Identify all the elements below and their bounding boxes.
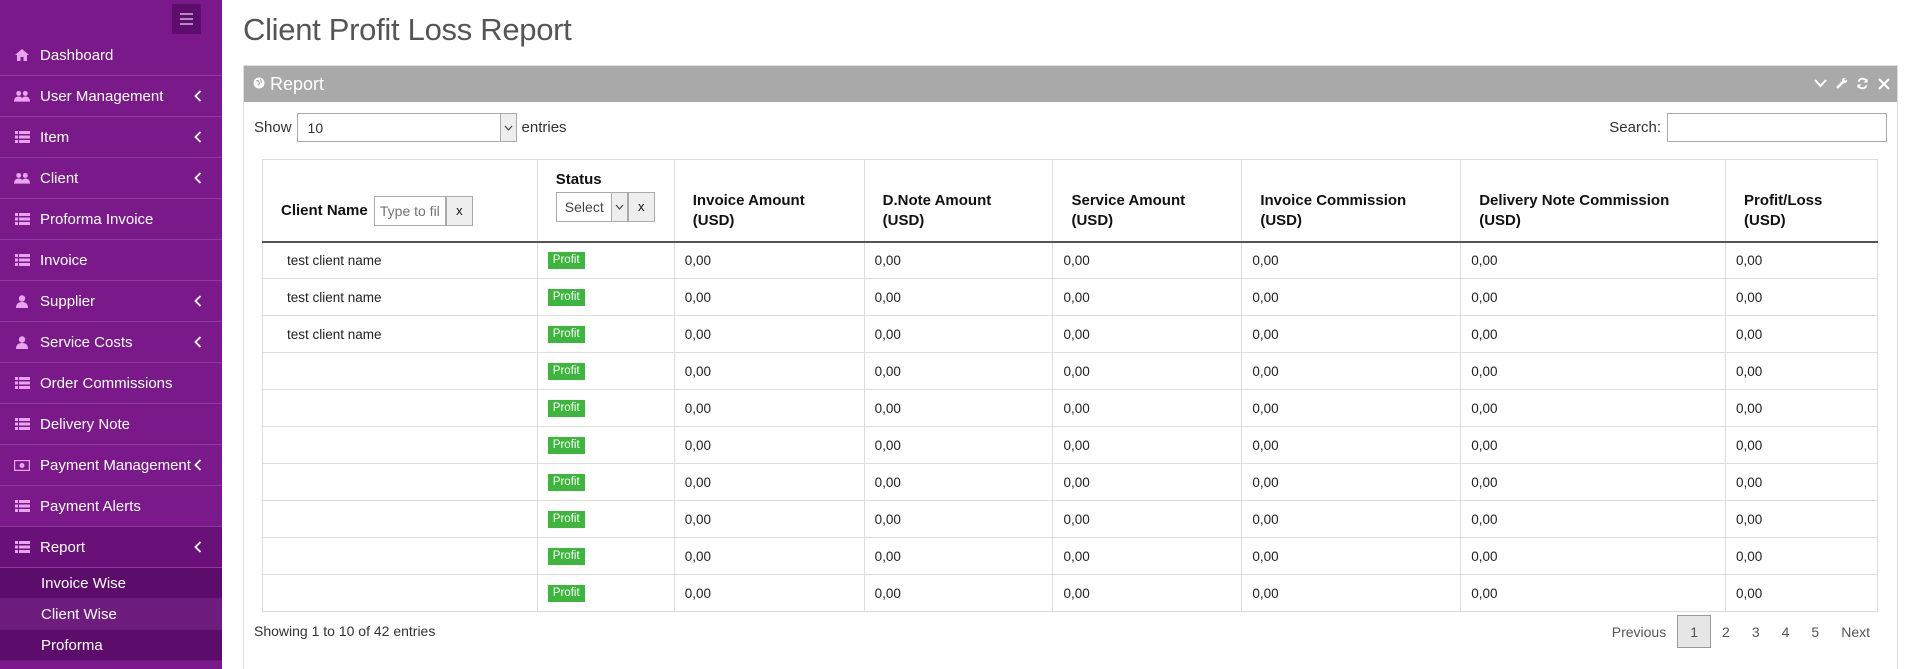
status-cell (537, 575, 674, 612)
status-cell (537, 242, 674, 279)
sidebar-item-label: User Management (40, 87, 164, 105)
chevron-left-icon (194, 130, 202, 144)
invoice-commission-cell: 0,00 (1242, 316, 1461, 353)
profit-loss-header[interactable]: Profit/Loss (USD) (1726, 160, 1878, 242)
invoice-amount-cell: 0,00 (674, 427, 864, 464)
invoice-commission-cell: 0,00 (1242, 279, 1461, 316)
sidebar-item-payment-alerts[interactable] (0, 486, 222, 527)
search-box (1609, 113, 1887, 142)
user-icon (14, 335, 30, 349)
globe-icon (253, 76, 265, 93)
dnote-amount-cell: 0,00 (864, 279, 1053, 316)
profit-loss-cell: 0,00 (1726, 427, 1878, 464)
sidebar-item-service-costs[interactable] (0, 322, 222, 363)
collapse-icon[interactable] (1813, 76, 1828, 91)
delivery-note-commission-cell: 0,00 (1461, 353, 1726, 390)
invoice-amount-cell: 0,00 (674, 390, 864, 427)
chevron-left-icon (194, 294, 202, 308)
dnote-amount-cell: 0,00 (864, 538, 1053, 575)
profit-loss-cell: 0,00 (1726, 390, 1878, 427)
client-name-header (263, 160, 538, 242)
sidebar (0, 0, 222, 669)
client-name-filter (374, 196, 473, 226)
client-name-cell (263, 464, 538, 501)
invoice-amount-cell: 0,00 (674, 464, 864, 501)
status-filter-value: Select (564, 199, 604, 215)
table-header-row (263, 160, 1878, 242)
chevron-down-icon (500, 114, 516, 141)
delivery-note-commission-cell: 0,00 (1461, 501, 1726, 538)
profit-badge: Profit (548, 585, 585, 602)
list-icon (14, 540, 30, 554)
panel-title: Report (270, 73, 325, 94)
invoice-amount-cell: 0,00 (674, 316, 864, 353)
profit-loss-cell: 0,00 (1726, 538, 1878, 575)
dnote-amount-cell: 0,00 (864, 316, 1053, 353)
profit-loss-cell: 0,00 (1726, 464, 1878, 501)
table-row (263, 353, 1878, 390)
delivery-note-commission-cell: 0,00 (1461, 316, 1726, 353)
dnote-amount-cell: 0,00 (864, 575, 1053, 612)
panel-tools (1813, 76, 1891, 91)
chevron-left-icon (194, 335, 202, 349)
table-row (263, 575, 1878, 612)
sidebar-subitem-invoice-wise[interactable]: Invoice Wise (0, 568, 222, 599)
invoice-commission-cell: 0,00 (1242, 501, 1461, 538)
dnote-amount-cell: 0,00 (864, 242, 1053, 279)
chevron-left-icon (194, 171, 202, 185)
delivery-note-commission-cell: 0,00 (1461, 390, 1726, 427)
profit-badge: Profit (548, 326, 585, 343)
status-filter (556, 192, 655, 222)
table-row (263, 464, 1878, 501)
table-row (263, 242, 1878, 279)
dnote-amount-header[interactable]: D.Note Amount (USD) (864, 160, 1053, 242)
table-body (263, 242, 1878, 612)
page-title: Client Profit Loss Report (243, 12, 572, 47)
service-amount-cell: 0,00 (1053, 353, 1242, 390)
report-submenu (0, 568, 222, 661)
sidebar-item-payment-management[interactable] (0, 445, 222, 486)
invoice-amount-cell: 0,00 (674, 501, 864, 538)
invoice-amount-cell: 0,00 (674, 575, 864, 612)
profit-badge: Profit (548, 400, 585, 417)
chevron-left-icon (194, 458, 202, 472)
delivery-note-commission-cell: 0,00 (1461, 575, 1726, 612)
service-amount-cell: 0,00 (1053, 538, 1242, 575)
client-name-cell (263, 353, 538, 390)
sidebar-item-label: Item (40, 128, 70, 146)
sidebar-item-label: Report (40, 538, 86, 556)
search-label: Search: (1609, 119, 1661, 136)
service-amount-cell: 0,00 (1053, 501, 1242, 538)
profit-badge: Profit (548, 289, 585, 306)
invoice-commission-cell: 0,00 (1242, 427, 1461, 464)
sidebar-nav (0, 35, 222, 661)
length-menu (254, 113, 567, 142)
invoice-commission-cell: 0,00 (1242, 390, 1461, 427)
client-name-cell: test client name (263, 316, 538, 353)
client-name-cell: test client name (263, 279, 538, 316)
client-name-header-label: Client Name (281, 202, 368, 220)
list-icon (14, 376, 30, 390)
service-amount-cell: 0,00 (1053, 242, 1242, 279)
pagination-previous-button[interactable]: Previous (1611, 623, 1667, 640)
table-row (263, 427, 1878, 464)
sidebar-item-label: Order Commissions (40, 374, 173, 392)
delivery-note-commission-header[interactable]: Delivery Note Commission (USD) (1461, 160, 1726, 242)
status-cell (537, 316, 674, 353)
profit-loss-cell: 0,00 (1726, 575, 1878, 612)
invoice-commission-cell: 0,00 (1242, 353, 1461, 390)
delivery-note-commission-cell: 0,00 (1461, 242, 1726, 279)
sidebar-item-order-commissions[interactable] (0, 363, 222, 404)
pagination (1601, 615, 1881, 648)
status-cell (537, 390, 674, 427)
sidebar-item-label: Service Costs (40, 333, 133, 351)
chevron-left-icon (194, 89, 202, 103)
pagination-next-button[interactable]: Next (1841, 623, 1870, 640)
client-name-cell: test client name (263, 242, 538, 279)
pagination-page-1[interactable]: 1 (1677, 615, 1711, 648)
delivery-note-commission-cell: 0,00 (1461, 464, 1726, 501)
sidebar-item-label: Payment Alerts (40, 497, 141, 515)
invoice-amount-header[interactable]: Invoice Amount (USD) (674, 160, 864, 242)
entries-select[interactable] (297, 113, 517, 142)
panel-header (244, 66, 1897, 102)
invoice-amount-cell: 0,00 (674, 538, 864, 575)
table-info: Showing 1 to 10 of 42 entries (254, 623, 436, 639)
sidebar-item-user-management[interactable] (0, 76, 222, 117)
pagination-page-5[interactable]: 5 (1811, 623, 1820, 640)
profit-badge: Profit (548, 548, 585, 565)
service-amount-cell: 0,00 (1053, 316, 1242, 353)
sidebar-item-label: Delivery Note (40, 415, 131, 433)
profit-loss-cell: 0,00 (1726, 316, 1878, 353)
sidebar-item-label: Payment Management (40, 456, 191, 474)
pagination-page-2[interactable]: 2 (1722, 623, 1730, 640)
status-cell (537, 353, 674, 390)
invoice-commission-cell: 0,00 (1242, 242, 1461, 279)
report-panel (243, 65, 1898, 669)
invoice-amount-cell: 0,00 (674, 279, 864, 316)
sidebar-item-supplier[interactable] (0, 281, 222, 322)
refresh-icon[interactable] (1855, 76, 1870, 91)
profit-loss-cell: 0,00 (1726, 353, 1878, 390)
client-name-cell (263, 501, 538, 538)
status-cell (537, 427, 674, 464)
list-icon (14, 212, 30, 226)
users-icon (14, 171, 30, 185)
profit-loss-cell: 0,00 (1726, 501, 1878, 538)
invoice-commission-cell: 0,00 (1242, 464, 1461, 501)
client-name-cell (263, 427, 538, 464)
close-icon[interactable] (1876, 76, 1891, 91)
invoice-commission-header[interactable]: Invoice Commission (USD) (1242, 160, 1461, 242)
dnote-amount-cell: 0,00 (864, 501, 1053, 538)
dnote-amount-cell: 0,00 (864, 427, 1053, 464)
service-amount-cell: 0,00 (1053, 427, 1242, 464)
entries-label: entries (521, 119, 567, 136)
invoice-commission-cell: 0,00 (1242, 575, 1461, 612)
status-cell (537, 538, 674, 575)
table-row (263, 538, 1878, 575)
sidebar-item-dashboard[interactable] (0, 35, 222, 76)
sidebar-item-label: Dashboard (40, 46, 114, 64)
sidebar-item-proforma-invoice[interactable] (0, 199, 222, 240)
profit-badge: Profit (548, 252, 585, 269)
profit-badge: Profit (548, 363, 585, 380)
pagination-page-4[interactable]: 4 (1781, 623, 1790, 640)
sidebar-item-label: Proforma Invoice (40, 210, 154, 228)
service-amount-cell: 0,00 (1053, 279, 1242, 316)
user-icon (14, 294, 30, 308)
service-amount-cell: 0,00 (1053, 575, 1242, 612)
client-name-cell (263, 390, 538, 427)
report-table (262, 159, 1878, 612)
list-icon (14, 417, 30, 431)
invoice-amount-cell: 0,00 (674, 353, 864, 390)
wrench-icon[interactable] (1834, 76, 1849, 91)
table-row (263, 501, 1878, 538)
sidebar-item-delivery-note[interactable] (0, 404, 222, 445)
delivery-note-commission-cell: 0,00 (1461, 538, 1726, 575)
chevron-down-icon (611, 193, 627, 221)
status-cell (537, 279, 674, 316)
dnote-amount-cell: 0,00 (864, 464, 1053, 501)
service-amount-cell: 0,00 (1053, 390, 1242, 427)
client-name-filter-input[interactable] (374, 196, 446, 226)
sidebar-item-item[interactable] (0, 117, 222, 158)
sidebar-subitem-client-wise[interactable]: Client Wise (0, 599, 222, 630)
users-icon (14, 89, 30, 103)
status-filter-clear-button[interactable]: x (628, 192, 655, 222)
delivery-note-commission-cell: 0,00 (1461, 279, 1726, 316)
status-header (537, 160, 674, 242)
list-icon (14, 499, 30, 513)
status-filter-select[interactable] (556, 192, 628, 222)
profit-badge: Profit (548, 474, 585, 491)
search-input[interactable] (1667, 113, 1887, 142)
home-icon (14, 48, 30, 62)
list-icon (14, 253, 30, 267)
delivery-note-commission-cell: 0,00 (1461, 427, 1726, 464)
dnote-amount-cell: 0,00 (864, 353, 1053, 390)
list-icon (14, 130, 30, 144)
dnote-amount-cell: 0,00 (864, 390, 1053, 427)
client-name-filter-clear-button[interactable]: x (446, 196, 473, 226)
profit-badge: Profit (548, 437, 585, 454)
sidebar-toggle-button[interactable] (172, 4, 201, 34)
pagination-page-3[interactable]: 3 (1751, 623, 1760, 640)
service-amount-cell: 0,00 (1053, 464, 1242, 501)
chevron-left-icon (194, 540, 202, 554)
status-cell (537, 501, 674, 538)
invoice-amount-cell: 0,00 (674, 242, 864, 279)
status-header-label: Status (555, 171, 602, 188)
client-name-cell (263, 575, 538, 612)
status-cell (537, 464, 674, 501)
table-row (263, 390, 1878, 427)
client-name-cell (263, 538, 538, 575)
table-row (263, 316, 1878, 353)
table-row (263, 279, 1878, 316)
sidebar-item-invoice[interactable] (0, 240, 222, 281)
profit-loss-cell: 0,00 (1726, 242, 1878, 279)
profit-loss-cell: 0,00 (1726, 279, 1878, 316)
profit-badge: Profit (548, 511, 585, 528)
sidebar-item-label: Invoice (40, 251, 88, 269)
service-amount-header[interactable]: Service Amount (USD) (1053, 160, 1242, 242)
sidebar-subitem-proforma[interactable]: Proforma (0, 630, 222, 661)
invoice-commission-cell: 0,00 (1242, 538, 1461, 575)
sidebar-item-label: Supplier (40, 292, 96, 310)
sidebar-item-report[interactable] (0, 527, 222, 568)
show-label: Show (254, 119, 292, 136)
sidebar-item-client[interactable] (0, 158, 222, 199)
money-icon (14, 458, 30, 472)
sidebar-item-label: Client (40, 169, 79, 187)
entries-select-value: 10 (307, 119, 324, 136)
